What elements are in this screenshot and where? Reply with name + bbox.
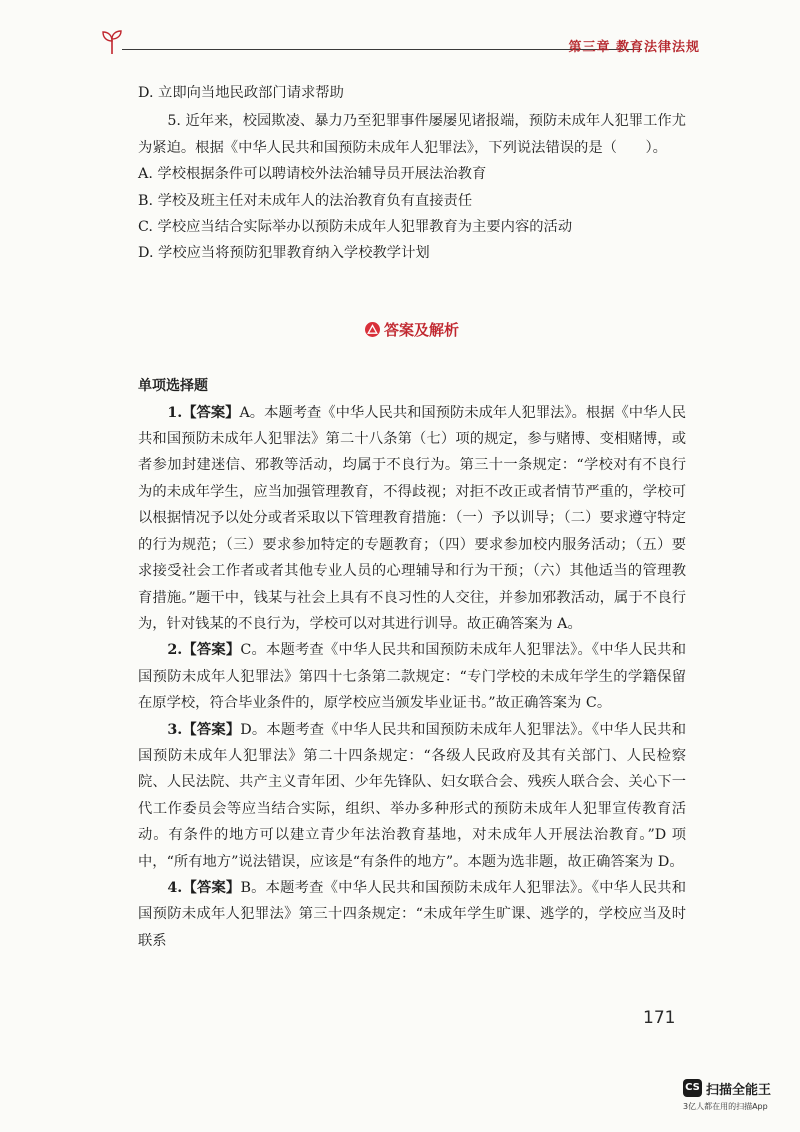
subsection-title: 单项选择题 [138, 378, 208, 395]
header-rule [122, 49, 642, 50]
question-5-option-c: C. 学校应当结合实际举办以预防未成年人犯罪教育为主要内容的活动 [138, 219, 573, 236]
answer-label: 【答案】 [182, 879, 241, 896]
answers-section-title [138, 317, 686, 343]
question-5-option-d: D. 学校应当将预防犯罪教育纳入学校教学计划 [138, 245, 430, 262]
chapter-title: 第三章 教育法律法规 [568, 40, 700, 55]
question-5-option-b: B. 学校及班主任对未成年人的法治教育负有直接责任 [138, 192, 473, 209]
answer-item-2 [138, 637, 686, 716]
answer-text: B。本题考查《中华人民共和国预防未成年人犯罪法》。《中华人民共和国预防未成年人犯罪法》第三十四条规定：“未成年学生旷课、逃学的，学校应当及时联系 [138, 879, 687, 949]
page-number: 171 [643, 1008, 676, 1028]
answer-number: 4. [167, 879, 183, 896]
answer-text: D。本题考查《中华人民共和国预防未成年人犯罪法》。《中华人民共和国预防未成年人犯罪法》第二十四条规定：“各级人民政府及其有关部门、人民检察院、人民法院、共产主义青年团、少年先锋队、妇女联合会、残疾人联合会、关心下一代工作委员会等应当结合实际，组织、举办多种形式的预防未成年人犯罪宣传教育活动。有条件的地方可以建立青少年法治教育基地，对未成年人开展法治教育。”D 项中，“所有地方”说法错误，应该是“有条件的地方”。本题为选非题，故正确答案为 D。 [138, 721, 686, 870]
answers-title-text: 答案及解析 [383, 320, 459, 339]
scanner-app-name: 扫描全能王 [706, 1083, 772, 1098]
question-4-option-d: D. 立即向当地民政部门请求帮助 [138, 85, 344, 101]
scanner-tagline: 3亿人都在用的扫描App [683, 1102, 768, 1111]
running-header [100, 28, 700, 58]
answer-text: C。本题考查《中华人民共和国预防未成年人犯罪法》。《中华人民共和国预防未成年人犯罪法》第四十七条第二款规定：“专门学校的未成年学生的学籍保留在原学校，符合毕业条件的，原学校应当颁发毕业证书。”故正确答案为 C。 [138, 642, 686, 712]
scanner-watermark [683, 1079, 795, 1119]
question-5-option-a: A. 学校根据条件可以聘请校外法治辅导员开展法治教育 [138, 166, 487, 183]
answer-item-3 [138, 717, 686, 875]
answer-item-4 [138, 875, 686, 954]
answer-number: 2. [167, 642, 183, 659]
answer-label: 【答案】 [182, 642, 241, 659]
page-content [138, 80, 686, 954]
answer-label: 【答案】 [182, 721, 241, 738]
answer-label: 【答案】 [182, 404, 240, 421]
camscanner-logo-icon: CS [683, 1079, 702, 1097]
answer-text: A。本题考查《中华人民共和国预防未成年人犯罪法》。根据《中华人民共和国预防未成年人犯罪法》第二十八条第（七）项的规定，参与赌博、变相赌博，或者参加封建迷信、邪教等活动，均属于不良行为。第三十一条规定：“学校对有不良行为的未成年学生，应当加强管理教育，不得歧视；对拒不改正或者情节严重的，学校可以根据情况予以处分或者采取以下管理教育措施：（一）予以训导；（二）要求遵守特定的行为规范；（三）要求参加特定的专题教育；（四）要求参加校内服务活动；（五）要求接受社会工作者或者其他专业人员的心理辅导和行为干预；（六）其他适当的管理教育措施。”题干中，钱某与社会上具有不良习性的人交往，并参加邪教活动，属于不良行为，针对钱某的不良行为，学校可以对其进行训导。故正确答案为 A。 [138, 404, 687, 632]
sprout-icon [100, 28, 124, 56]
question-5-stem: 5. 近年来，校园欺凌、暴力乃至犯罪事件屡屡见诸报端，预防未成年人犯罪工作尤为紧迫。根据《中华人民共和国预防未成年人犯罪法》，下列说法错误的是（ ）。 [138, 113, 686, 156]
warning-triangle-icon [365, 322, 380, 337]
answer-number: 1. [167, 404, 183, 421]
answer-item-1 [138, 400, 686, 638]
answer-number: 3. [167, 721, 183, 738]
